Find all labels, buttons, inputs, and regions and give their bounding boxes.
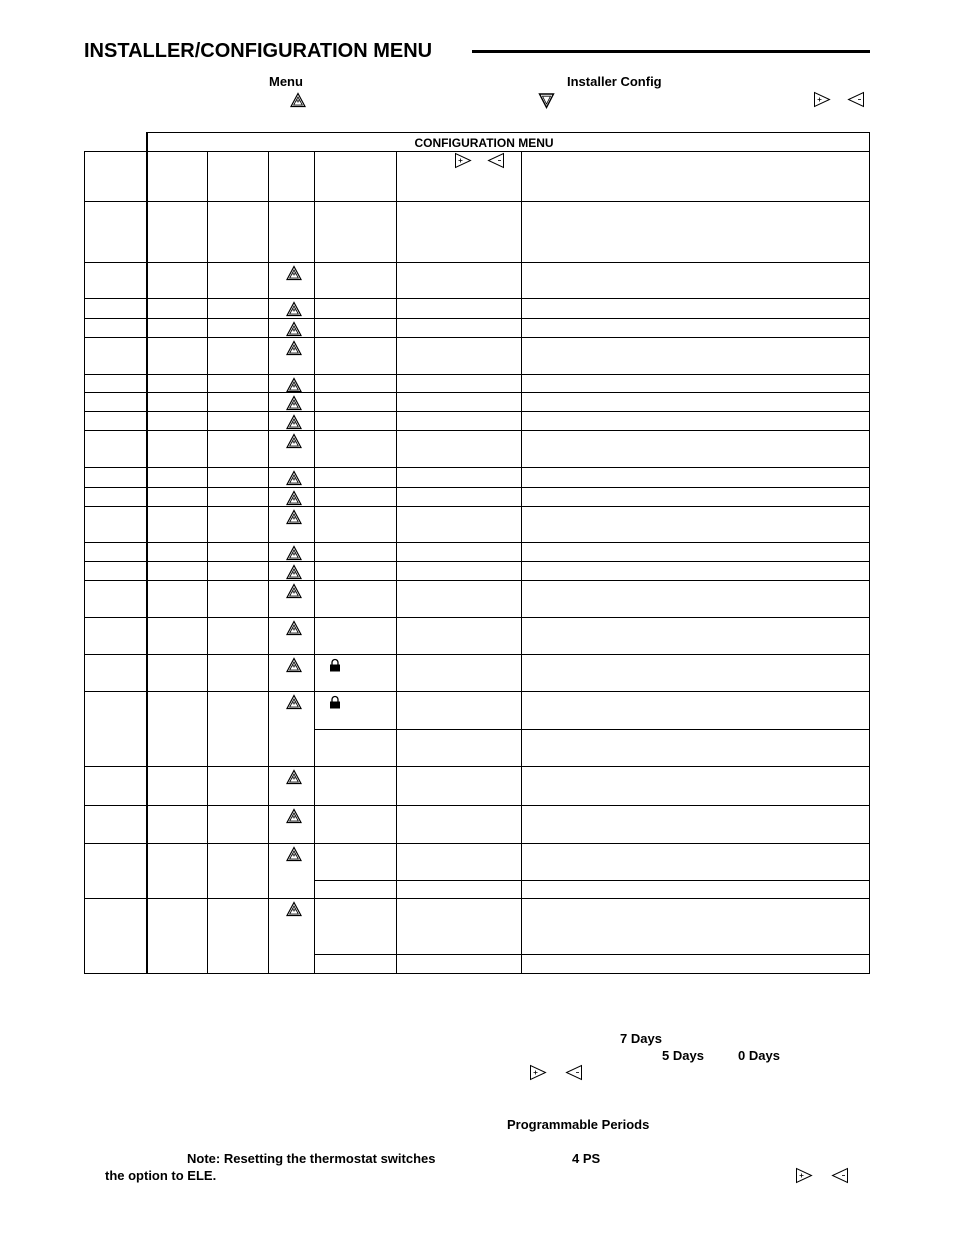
table-row-divider xyxy=(314,954,870,955)
warning-triangle-icon xyxy=(286,846,302,862)
warning-triangle-icon xyxy=(286,377,302,393)
warning-triangle-icon xyxy=(286,395,302,411)
table-row-divider xyxy=(84,487,870,488)
note-text: Note: Resetting the thermostat switches xyxy=(187,1151,436,1166)
warning-triangle-icon xyxy=(286,564,302,580)
back-arrow-icon xyxy=(831,1167,849,1184)
warning-triangle-icon xyxy=(286,265,302,281)
table-row-divider xyxy=(84,561,870,562)
up-arrow-icon xyxy=(529,1064,547,1081)
back-arrow-icon xyxy=(565,1064,583,1081)
up-arrow-icon xyxy=(454,152,472,169)
table-row-divider xyxy=(314,880,870,881)
warning-triangle-icon xyxy=(286,901,302,917)
warning-triangle-icon xyxy=(286,657,302,673)
table-column-divider xyxy=(268,151,269,974)
table-row-divider xyxy=(84,411,870,412)
note-text-continued: the option to ELE. xyxy=(105,1168,217,1183)
warning-triangle-icon xyxy=(286,620,302,636)
warning-triangle-icon xyxy=(286,340,302,356)
table-row-divider xyxy=(84,542,870,543)
zero-days-label: 0 Days xyxy=(738,1048,780,1063)
table-column-divider xyxy=(146,132,148,974)
table-column-divider xyxy=(207,151,208,974)
lock-icon xyxy=(329,658,341,672)
warning-triangle-icon xyxy=(286,321,302,337)
table-row-divider xyxy=(84,298,870,299)
warning-triangle-icon xyxy=(286,490,302,506)
table-row-divider xyxy=(84,506,870,507)
table-column-divider xyxy=(521,151,522,974)
seven-days-label: 7 Days xyxy=(620,1031,662,1046)
warning-triangle-icon xyxy=(286,470,302,486)
table-row-divider xyxy=(84,654,870,655)
table-header-rule xyxy=(146,132,870,133)
table-row-divider xyxy=(84,337,870,338)
table-row-divider xyxy=(84,318,870,319)
table-bottom-border xyxy=(84,973,870,974)
warning-triangle-icon xyxy=(286,694,302,710)
lock-icon xyxy=(329,695,341,709)
table-title: CONFIGURATION MENU xyxy=(414,136,554,150)
installer-config-label: Installer Config xyxy=(567,74,662,89)
up-arrow-icon xyxy=(795,1167,813,1184)
table-row-divider xyxy=(84,430,870,431)
warning-triangle-icon xyxy=(286,509,302,525)
table-row-divider xyxy=(84,898,870,899)
table-row-divider xyxy=(314,729,870,730)
table-row-divider xyxy=(84,766,870,767)
menu-label: Menu xyxy=(269,74,303,89)
table-header-bottom-rule xyxy=(84,151,870,152)
table-left-border xyxy=(84,151,85,974)
table-column-divider xyxy=(396,151,397,974)
table-row-divider xyxy=(84,843,870,844)
table-right-border xyxy=(869,132,870,974)
four-ps-label: 4 PS xyxy=(572,1151,601,1166)
table-row-divider xyxy=(84,262,870,263)
table-column-divider xyxy=(314,151,315,974)
back-arrow-icon xyxy=(487,152,505,169)
warning-triangle-icon xyxy=(286,545,302,561)
table-row-divider xyxy=(84,392,870,393)
table-row-divider xyxy=(84,467,870,468)
warning-triangle-icon xyxy=(286,769,302,785)
page-title: INSTALLER/CONFIGURATION MENU xyxy=(84,40,433,62)
five-days-label: 5 Days xyxy=(662,1048,704,1063)
table-row-divider xyxy=(84,374,870,375)
warning-triangle-icon xyxy=(286,433,302,449)
table-row-divider xyxy=(84,805,870,806)
warning-triangle-icon xyxy=(286,301,302,317)
programmable-periods-label: Programmable Periods xyxy=(507,1117,650,1132)
warning-triangle-icon xyxy=(286,808,302,824)
warning-triangle-icon xyxy=(286,414,302,430)
warning-triangle-icon xyxy=(286,583,302,599)
table-row-divider xyxy=(84,580,870,581)
table-row-divider xyxy=(84,617,870,618)
table-row-divider xyxy=(84,201,870,202)
table-row-divider xyxy=(84,691,870,692)
